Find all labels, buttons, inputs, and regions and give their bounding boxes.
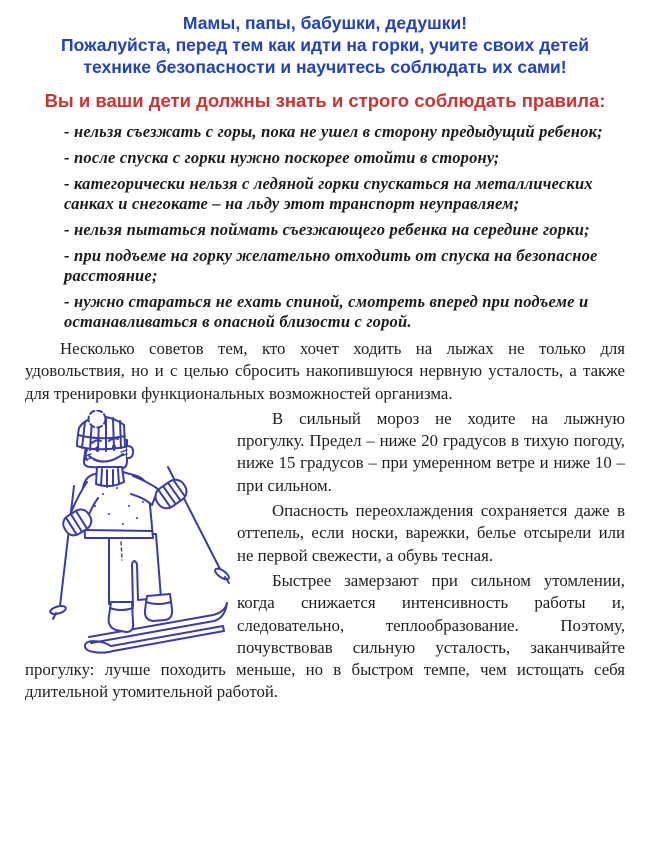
paragraph-frost: В сильный мороз не ходите на лыжную прогулку. Предел – ниже 20 градусов в тихую погоду, ниже 15 градусов – при умеренном ветре и ниже 10 – при сильном. [237,408,625,495]
paragraph-intro: Несколько советов тем, кто хочет ходить на лыжах не только для удовольствия, но и с целью сбросить накопившуюся нервную усталость, а также для тренировки функциональных возможностей организма. [25,339,625,403]
paragraph-hypothermia: Опасность переохлаждения сохраняется даже в оттепель, если носки, варежки, белье отсырели или не первой свежести, а обувь тесная. [237,501,625,565]
rule-item: - нельзя пытаться поймать съезжающего ребенка на середине горки; [64,220,590,239]
rule-item: - при подъеме на горку желательно отходить от спуска на безопасное расстояние; [64,246,598,285]
appeal-line-1: Мамы, папы, бабушки, дедушки! [182,13,468,33]
skier-illustration [25,410,237,654]
rule-item: - категорически нельзя с ледяной горки спускаться на металлических санках и снегокате – на льду этот транспорт неуправляем; [64,174,593,213]
advice-section [25,338,625,704]
appeal-line-2: Пожалуйста, перед тем как идти на горки, учите своих детей [61,35,589,55]
rule-item: - нельзя съезжать с горы, пока не ушел в сторону предыдущий ребенок; [64,122,603,141]
rule-item: - после спуска с горки нужно поскорее отойти в сторону; [64,148,500,167]
paragraph-fatigue: Быстрее замерзают при сильном утомлении, когда снижается интенсивность работы и, следовательно, теплообразование. Поэтому, почувствовав сильную усталость, заканчивайте прогулку: лучше походить меньше, но в быстром темпе, чем истощать себя длительной утомительной работой. [25,570,625,702]
rules-list [64,122,610,332]
appeal-line-3: технике безопасности и научитесь соблюдать их сами! [83,57,567,77]
rule-item: - нужно стараться не ехать спиной, смотреть вперед при подъеме и останавливаться в опасной близости с горой. [64,292,589,331]
appeal-header [25,12,625,78]
rules-heading: Вы и ваши дети должны знать и строго соблюдать правила: [44,90,606,111]
skier-drawing [25,410,237,654]
